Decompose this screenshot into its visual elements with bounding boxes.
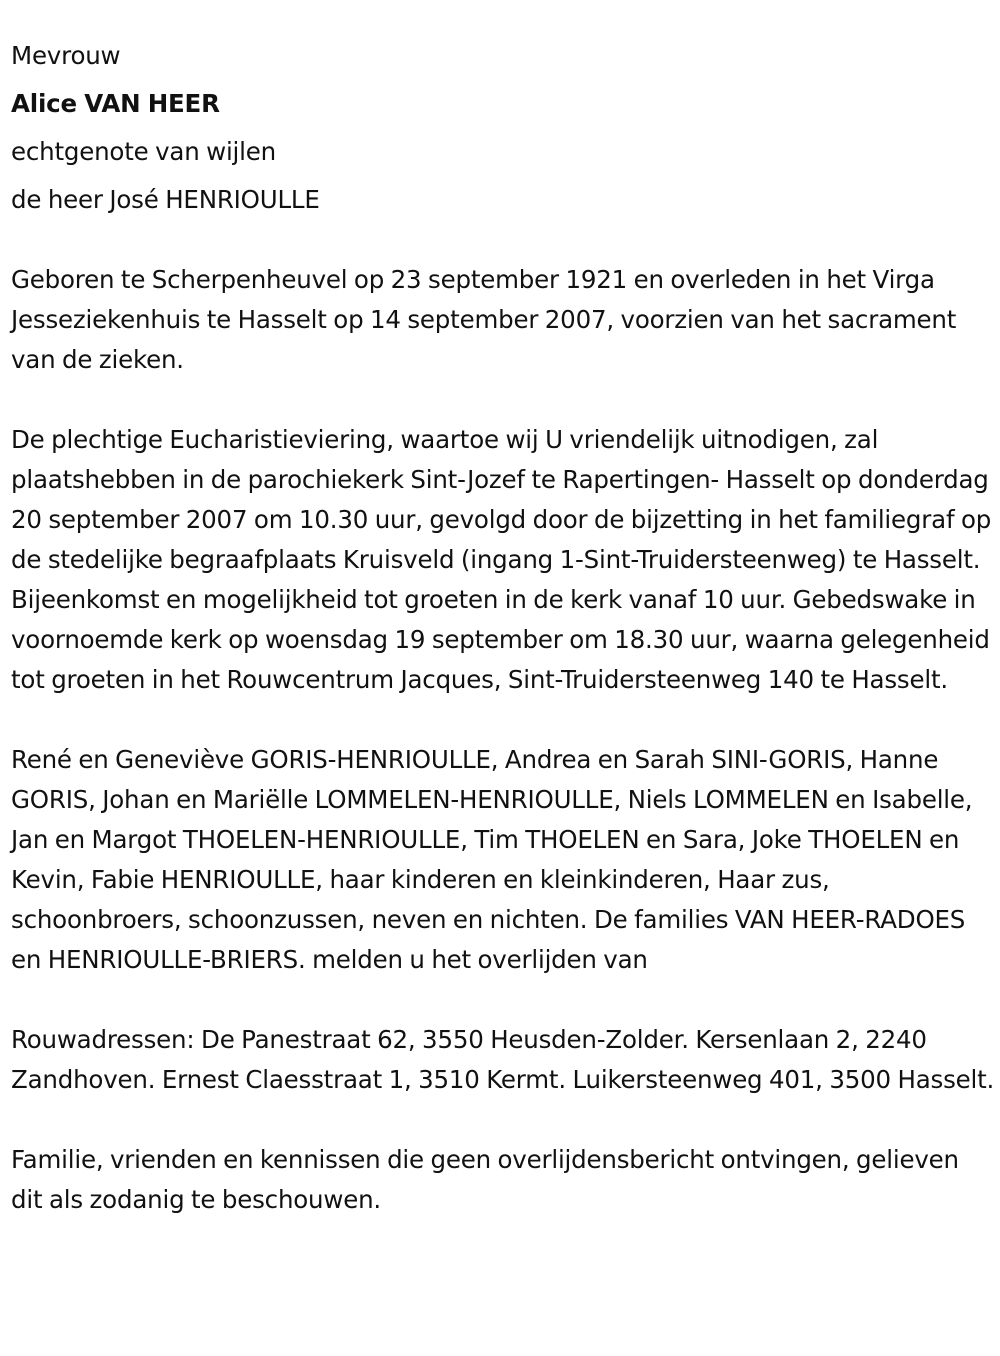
family-paragraph: René en Geneviève GORIS-HENRIOULLE, Andrea en Sarah SINI-GORIS, Hanne GORIS, Johan en Mariëlle LOMMELEN-HENRIOULLE, Niels LOMMELEN en Isabelle, Jan en Margot THOELEN-HENRIOULLE, Tim THOELEN en Sara, Joke THOELEN en Kevin, Fabie HENRIOULLE, haar kinderen en kleinkinderen, Haar zus, schoonbroers, schoonzussen, neven en nichten. De families VAN HEER-RADOES en HENRIOULLE-BRIERS. melden u het overlijden van xyxy=(11,745,973,974)
closing-paragraph: Familie, vrienden en kennissen die geen overlijdensbericht ontvingen, gelieven dit als zodanig te beschouwen. xyxy=(11,1145,959,1214)
spouse-line: de heer José HENRIOULLE xyxy=(11,185,320,214)
salutation: Mevrouw xyxy=(11,41,121,70)
birth-death-paragraph: Geboren te Scherpenheuvel op 23 september 1921 en overleden in het Virga Jesseziekenhuis te Hasselt op 14 september 2007, voorzien van het sacrament van de zieken. xyxy=(11,265,957,374)
obituary-document xyxy=(11,36,996,1220)
relation-line: echtgenote van wijlen xyxy=(11,137,276,166)
ceremony-paragraph: De plechtige Eucharistieviering, waartoe wij U vriendelijk uitnodigen, zal plaatshebben in de parochiekerk Sint-Jozef te Rapertingen- Hasselt op donderdag 20 september 2007 om 10.30 uur, gevolgd door de bijzetting in het familiegraf op de stedelijke begraafplaats Kruisveld (ingang 1-Sint-Truidersteenweg) te Hasselt. Bijeenkomst en mogelijkheid tot groeten in de kerk vanaf 10 uur. Gebedswake in voornoemde kerk op woensdag 19 september om 18.30 uur, waarna gelegenheid tot groeten in het Rouwcentrum Jacques, Sint-Truidersteenweg 140 te Hasselt. xyxy=(11,425,992,694)
addresses-paragraph: Rouwadressen: De Panestraat 62, 3550 Heusden-Zolder. Kersenlaan 2, 2240 Zandhoven. Ernest Claesstraat 1, 3510 Kermt. Luikersteenweg 401, 3500 Hasselt. xyxy=(11,1025,995,1094)
deceased-name: Alice VAN HEER xyxy=(11,89,220,118)
